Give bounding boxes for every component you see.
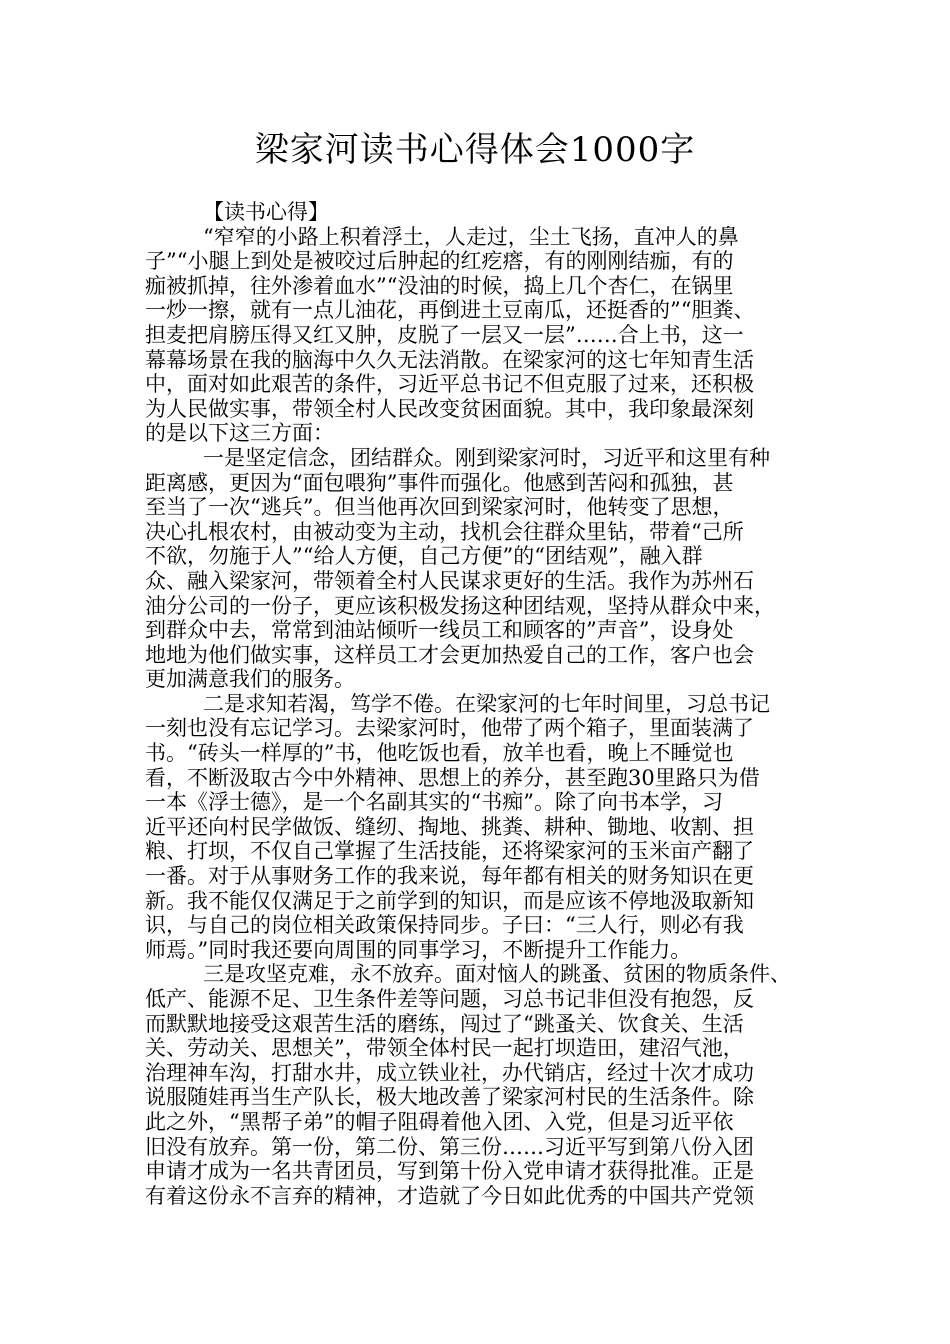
- text-line: 更加满意我们的服务。: [145, 667, 355, 692]
- text-line: 粮、打坝，不仅自己掌握了生活技能，还将梁家河的玉米亩产翻了: [145, 839, 754, 864]
- text-line: 而默默地接受这艰苦生活的磨练，闯过了“跳蚤关、饮食关、生活: [145, 1011, 744, 1036]
- text-line: 不欲，勿施于人”“给人方便，自己方便”的“团结观”，融入群: [145, 544, 703, 569]
- text-line: 申请才成为一名共青团员，写到第十份入党申请才获得批准。正是: [145, 1159, 754, 1184]
- text-line: 决心扎根农村，由被动变为主动，找机会往群众里钻，带着“己所: [145, 519, 744, 544]
- text-line: 治理神车沟，打甜水井，成立铁业社，办代销店，经过十次才成功: [145, 1060, 754, 1085]
- text-line: 为人民做实事，带领全村人民改变贫困面貌。其中，我印象最深刻: [145, 396, 754, 421]
- text-line: 中，面对如此艰苦的条件，习近平总书记不但克服了过来，还积极: [145, 372, 754, 397]
- page-title: 梁家河读书心得体会1000字: [254, 130, 696, 170]
- text-line: 三是攻坚克难，永不放弃。面对恼人的跳蚤、贫困的物质条件、: [203, 962, 791, 987]
- text-line: 书。“砖头一样厚的”书，他吃饭也看，放羊也看，晚上不睡觉也: [145, 741, 734, 766]
- text-line: 一本《浮士德》，是一个名副其实的“书痴”。除了向书本学，习: [145, 790, 723, 815]
- document-body: [145, 200, 817, 1208]
- text-line: “窄窄的小路上积着浮土，人走过，尘土飞扬，直冲人的鼻: [203, 224, 739, 249]
- text-line: 一番。对于从事财务工作的我来说，每年都有相关的财务知识在更: [145, 864, 754, 889]
- text-line: 距离感，更因为“面包喂狗”事件而强化。他感到苦闷和孤独，甚: [145, 470, 734, 495]
- text-line: 说服随娃再当生产队长，极大地改善了梁家河村民的生活条件。除: [145, 1085, 754, 1110]
- text-line: 到群众中去，常常到油站倾听一线员工和顾客的”声音”，设身处: [145, 618, 734, 643]
- text-line: 低产、能源不足、卫生条件差等问题，习总书记非但没有抱怨，反: [145, 987, 754, 1011]
- text-line: 关、劳动关、思想关”，带领全体村民一起打坝造田，建沼气池，: [145, 1036, 744, 1061]
- text-line: 二是求知若渴，笃学不倦。在梁家河的七年时间里，习总书记: [203, 691, 770, 716]
- text-line: 一炒一擦，就有一点儿油花，再倒进土豆南瓜，还挺香的”“胆粪、: [145, 298, 755, 323]
- text-line: 担麦把肩膀压得又红又肿，皮脱了一层又一层”……合上书，这一: [145, 322, 744, 347]
- text-line: 【读书心得】: [203, 200, 329, 224]
- text-line: 看，不断汲取古今中外精神、思想上的养分，甚至跑30里路只为借: [145, 765, 760, 790]
- text-line: 一刻也没有忘记学习。去梁家河时，他带了两个箱子，里面装满了: [145, 716, 754, 741]
- text-line: 旧没有放弃。第一份，第二份、第三份……习近平写到第八份入团: [145, 1134, 754, 1159]
- text-line: 一是坚定信念，团结群众。刚到梁家河时，习近平和这里有种: [203, 445, 770, 470]
- text-line: 子”“小腿上到处是被咬过后肿起的红疙瘩，有的刚刚结痂，有的: [145, 249, 734, 274]
- text-line: 新。我不能仅仅满足于之前学到的知识，而是应该不停地汲取新知: [145, 888, 754, 913]
- text-line: 的是以下这三方面：: [145, 421, 334, 446]
- text-line: 师焉。”同时我还要向周围的同事学习，不断提升工作能力。: [145, 937, 692, 962]
- text-line: 此之外，“黑帮子弟”的帽子阻碍着他入团、入党，但是习近平依: [145, 1109, 734, 1134]
- text-line: 油分公司的一份子，更应该积极发扬这种团结观，坚持从群众中来，: [145, 593, 775, 618]
- text-line: 痂被抓掉，往外渗着血水”“没油的时候，捣上几个杏仁，在锅里: [145, 273, 734, 298]
- text-line: 有着这份永不言弃的精神，才造就了今日如此优秀的中国共产党领: [145, 1183, 754, 1208]
- text-line: 识，与自己的岗位相关政策保持同步。子曰：“三人行，则必有我: [145, 913, 744, 938]
- text-line: 幕幕场景在我的脑海中久久无法消散。在梁家河的这七年知青生活: [145, 347, 754, 372]
- text-line: 地地为他们做实事，这样员工才会更加热爱自己的工作，客户也会: [145, 642, 754, 667]
- text-line: 至当了一次“逃兵”。但当他再次回到梁家河时，他转变了思想，: [145, 495, 734, 520]
- text-line: 近平还向村民学做饭、缝纫、掏地、挑粪、耕种、锄地、收割、担: [145, 814, 754, 839]
- text-line: 众、融入梁家河，带领着全村人民谋求更好的生活。我作为苏州石: [145, 568, 754, 593]
